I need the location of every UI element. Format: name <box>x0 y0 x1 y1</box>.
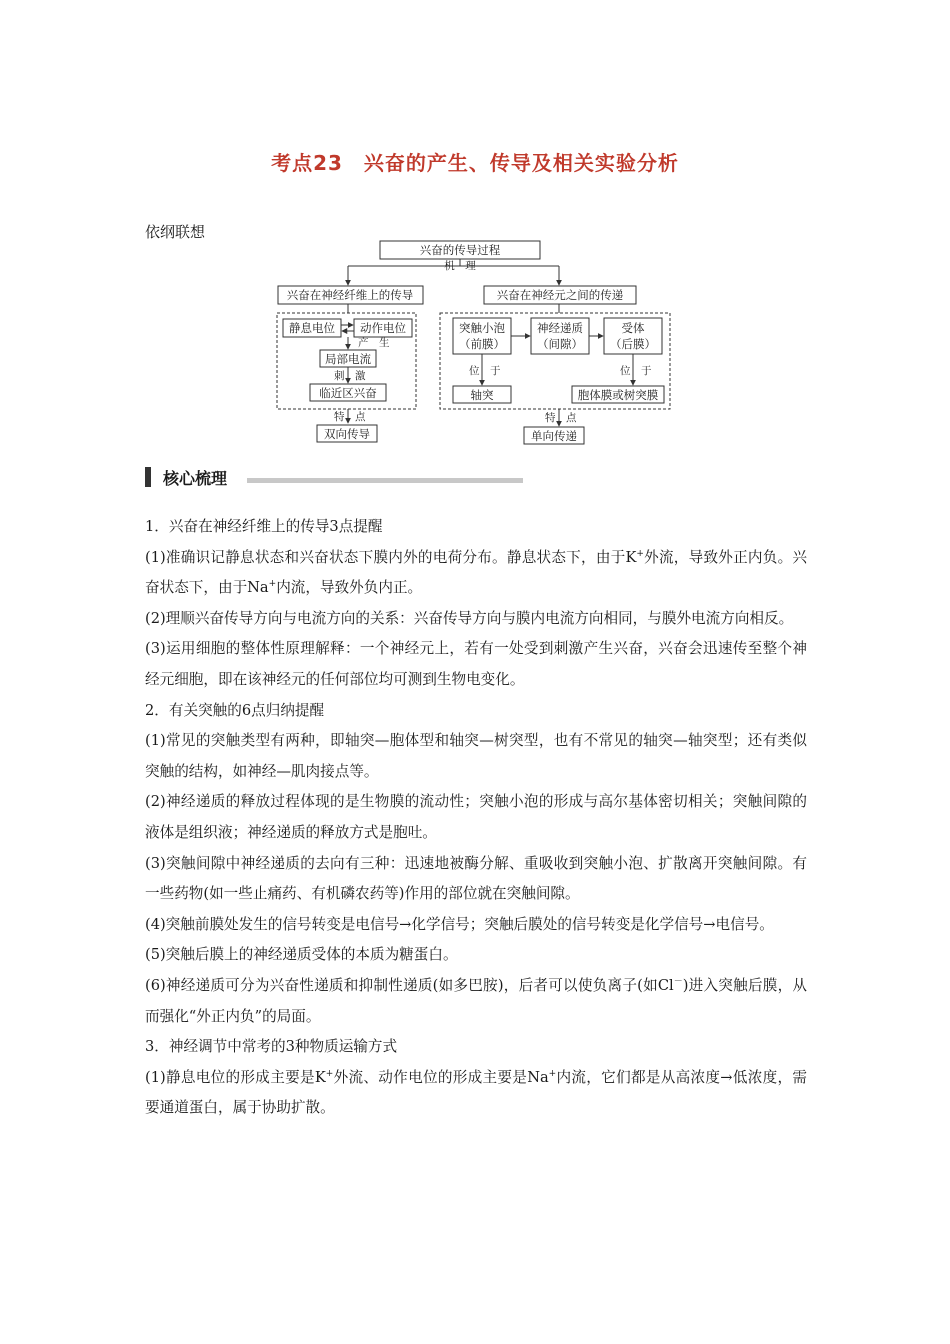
text-run: (3)突触间隙中神经递质的去向有三种：迅速地被酶分解、重吸收到突触小泡、扩散离开突触间隙。有一些药物(如一些止痛药、有机磷农药等)作用的部位就在突触间隙。 <box>145 854 807 903</box>
outline-subheading: 依纲联想 <box>145 223 206 241</box>
section-header <box>145 464 525 490</box>
paragraph <box>145 940 807 971</box>
label-receptor-2: （后膜） <box>610 337 656 351</box>
section-rule <box>247 478 523 483</box>
concept-map <box>270 236 680 448</box>
label-receptor-1: 受体 <box>621 321 645 335</box>
text-run: (1)准确识记静息状态和兴奋状态下膜内外的电荷分布。静息状态下，由于K <box>145 548 637 566</box>
text-run: 外流，导致外正内负。兴奋状态下，由于Na <box>145 548 807 597</box>
text-run: (1)静息电位的形成主要是K <box>145 1068 326 1086</box>
text-run: (1)常见的突触类型有两种，即轴突—胞体型和轴突—树突型，也有不常见的轴突—轴突型；还有类似突触的结构，如神经—肌肉接点等。 <box>145 732 807 780</box>
content-body <box>145 512 807 1124</box>
label-stimulate: 刺 激 <box>334 370 366 382</box>
paragraph <box>145 849 807 910</box>
superscript: + <box>325 1068 334 1079</box>
text-run: )进入突触后膜，从而强化“外正内负”的局面。 <box>145 976 808 1025</box>
label-resting: 静息电位 <box>289 321 335 335</box>
page-title: 考点23 兴奋的产生、传导及相关实验分析 <box>271 151 679 175</box>
label-located-left: 位 于 <box>469 365 501 377</box>
paragraph <box>145 512 807 543</box>
label-action: 动作电位 <box>360 321 406 335</box>
text-run: (6)神经递质可分为兴奋性递质和抑制性递质(如多巴胺)，后者可以使负离子(如Cl <box>145 976 674 994</box>
paragraph <box>145 696 807 727</box>
paragraph <box>145 910 807 941</box>
text-run: 外流、动作电位的形成主要是Na <box>333 1068 549 1086</box>
section-label: 核心梳理 <box>163 469 228 488</box>
label-transmitter-2: （间隙） <box>537 337 583 351</box>
paragraph <box>145 971 807 1032</box>
label-soma: 胞体膜或树突膜 <box>577 388 659 402</box>
section-bar <box>145 467 151 487</box>
label-transmitter-1: 神经递质 <box>537 321 583 335</box>
text-run: (5)突触后膜上的神经递质受体的本质为糖蛋白。 <box>145 946 458 964</box>
label-located-right: 位 于 <box>620 365 652 377</box>
superscript: + <box>636 548 644 559</box>
paragraph <box>145 634 807 695</box>
label-axon: 轴突 <box>470 388 494 402</box>
label-transmission-process: 兴奋的传导过程 <box>419 243 501 257</box>
label-vesicle-2: （前膜） <box>459 337 505 351</box>
label-neuron-transmission: 兴奋在神经元之间的传递 <box>496 288 624 302</box>
text-run: (4)突触前膜处发生的信号转变是电信号→化学信号；突触后膜处的信号转变是化学信号→电信号。 <box>145 915 774 933</box>
text-run: 1．兴奋在神经纤维上的传导3点提醒 <box>145 518 383 535</box>
text-run: 内流，它们都是从高浓度→低浓度，需要通道蛋白，属于协助扩散。 <box>145 1068 807 1117</box>
paragraph <box>145 1032 807 1063</box>
text-run: 2．有关突触的6点归纳提醒 <box>145 701 325 719</box>
label-feature-left: 特 点 <box>334 411 366 423</box>
paragraph <box>145 726 807 787</box>
text-run: 内流，导致外负内正。 <box>276 579 423 597</box>
label-produce: 产 生 <box>358 337 390 349</box>
label-adjacent: 临近区兴奋 <box>319 386 377 400</box>
paragraph <box>145 543 807 604</box>
label-vesicle-1: 突触小泡 <box>459 321 505 335</box>
superscript: － <box>673 977 683 988</box>
paragraph <box>145 604 807 635</box>
label-feature-right: 特 点 <box>545 412 577 424</box>
label-fiber-conduction: 兴奋在神经纤维上的传导 <box>286 288 414 302</box>
paragraph <box>145 1063 807 1124</box>
superscript: + <box>268 579 277 590</box>
label-bidirectional: 双向传导 <box>324 427 370 441</box>
superscript: + <box>548 1068 557 1079</box>
label-local-current: 局部电流 <box>325 352 371 366</box>
text-run: (2)理顺兴奋传导方向与电流方向的关系：兴奋传导方向与膜内电流方向相同，与膜外电流方向相反。 <box>145 609 794 627</box>
label-mechanism: 机 理 <box>444 260 476 272</box>
label-unidirectional: 单向传递 <box>531 429 577 443</box>
text-run: (2)神经递质的释放过程体现的是生物膜的流动性；突触小泡的形成与高尔基体密切相关；突触间隙的液体是组织液；神经递质的释放方式是胞吐。 <box>145 793 807 841</box>
text-run: 3．神经调节中常考的3种物质运输方式 <box>145 1038 398 1056</box>
paragraph <box>145 787 807 848</box>
text-run: (3)运用细胞的整体性原理解释：一个神经元上，若有一处受到刺激产生兴奋，兴奋会迅速传至整个神经元细胞，即在该神经元的任何部位均可测到生物电变化。 <box>145 640 807 688</box>
